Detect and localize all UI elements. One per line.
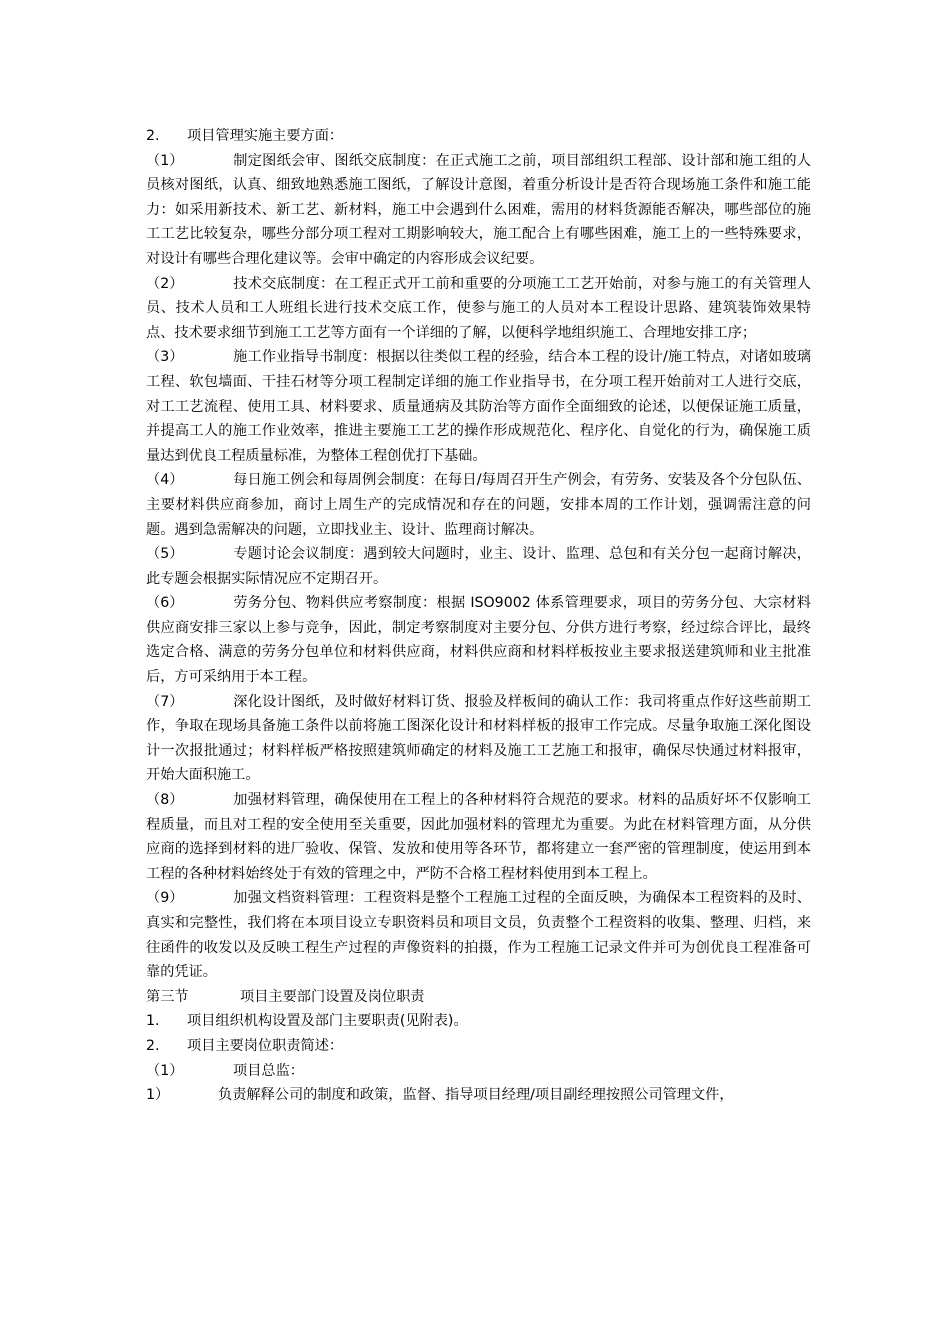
item-number: （3） <box>146 349 184 366</box>
heading-number: 2. <box>146 128 160 144</box>
item-text: 每日施工例会和每周例会制度：在每日/每周召开生产例会，有劳务、安装及各个分包队伍、主要材料供应商参加，商讨上周生产的完成情况和存在的问题，安排本周的工作计划，强调需注意的问题。遇到急需解决的问题，立即找业主、设计、监理商讨解决。 <box>146 472 811 538</box>
item-number: （4） <box>146 472 184 489</box>
item-text: 项目总监： <box>233 1062 304 1079</box>
paragraph-item-1 <box>146 149 811 272</box>
paragraph-item-2 <box>146 272 811 346</box>
paragraph-item-6 <box>146 591 811 689</box>
item-text: 制定图纸会审、图纸交底制度：在正式施工之前，项目部组织工程部、设计部和施工组的人员核对图纸，认真、细致地熟悉施工图纸，了解设计意图，着重分析设计是否符合现场施工条件和施工能力：如采用新技术、新工艺、新材料，施工中会遇到什么困难，需用的材料货源能否解决，哪些部位的施工工艺比较复杂，哪些分部分项工程对工期影响较大，施工配合上有哪些困难，施工上的一些特殊要求，对设计有哪些合理化建议等。会审中确定的内容形成会议纪要。 <box>146 152 811 267</box>
item-text: 加强文档资料管理：工程资料是整个工程施工过程的全面反映，为确保本工程资料的及时、真实和完整性，我们将在本项目设立专职资料员和项目文员，负责整个工程资料的收集、整理、归档，来往函件的收发以及反映工程生产过程的声像资料的拍摄，作为工程施工记录文件并可为创优良工程准备可靠的凭证。 <box>146 890 811 981</box>
item-number: （7） <box>146 693 184 710</box>
item-text: 负责解释公司的制度和政策，监督、指导项目经理/项目副经理按照公司管理文件， <box>218 1087 734 1104</box>
section-item-2 <box>146 1034 811 1059</box>
item-number: 1） <box>146 1087 170 1104</box>
paragraph-item-3 <box>146 345 811 468</box>
paragraph-item-4 <box>146 468 811 542</box>
item-text: 专题讨论会议制度：遇到较大问题时，业主、设计、监理、总包和有关分包一起商讨解决，此专题会根据实际情况应不定期召开。 <box>146 546 811 587</box>
item-text: 项目组织机构设置及部门主要职责(见附表)。 <box>187 1013 468 1030</box>
item-number: 1. <box>146 1013 160 1030</box>
paragraph-item-7 <box>146 690 811 788</box>
heading-item-2 <box>146 124 811 149</box>
item-number: （2） <box>146 275 184 292</box>
sub-sub-item-1 <box>146 1083 811 1108</box>
paragraph-item-5 <box>146 542 811 591</box>
item-text: 项目主要岗位职责简述： <box>187 1037 344 1054</box>
item-number: （8） <box>146 792 184 809</box>
paragraph-item-9 <box>146 886 811 984</box>
section-heading <box>146 985 811 1010</box>
document-page <box>146 124 811 1108</box>
section-title: 项目主要部门设置及岗位职责 <box>240 988 425 1005</box>
heading-text: 项目管理实施主要方面： <box>187 128 344 144</box>
item-number: （5） <box>146 546 184 563</box>
paragraph-item-8 <box>146 788 811 886</box>
item-text: 技术交底制度：在工程正式开工前和重要的分项施工工艺开始前，对参与施工的有关管理人员、技术人员和工人班组长进行技术交底工作，使参与施工的人员对本工程设计思路、建筑装饰效果特点、技术要求细节到施工工艺等方面有一个详细的了解，以便科学地组织施工、合理地安排工序； <box>146 275 811 341</box>
item-text: 劳务分包、物料供应考察制度：根据 ISO9002 体系管理要求，项目的劳务分包、大宗材料供应商安排三家以上参与竞争，因此，制定考察制度对主要分包、分供方进行考察，经过综合评比，最终选定合格、满意的劳务分包单位和材料供应商，材料供应商和材料样板按业主要求报送建筑师和业主批准后，方可采纳用于本工程。 <box>146 595 811 686</box>
item-text: 深化设计图纸，及时做好材料订货、报验及样板间的确认工作：我司将重点作好这些前期工作，争取在现场具备施工条件以前将施工图深化设计和材料样板的报审工作完成。尽量争取施工深化图设计一次报批通过；材料样板严格按照建筑师确定的材料及施工工艺施工和报审，确保尽快通过材料报审，开始大面积施工。 <box>146 693 811 784</box>
item-number: （6） <box>146 595 184 612</box>
section-number: 第三节 <box>146 988 189 1005</box>
item-number: （9） <box>146 890 184 907</box>
item-number: （1） <box>146 152 184 169</box>
item-number: （1） <box>146 1062 184 1079</box>
item-text: 加强材料管理，确保使用在工程上的各种材料符合规范的要求。材料的品质好坏不仅影响工程质量，而且对工程的安全使用至关重要，因此加强材料的管理尤为重要。为此在材料管理方面，从分供应商的选择到材料的进厂验收、保管、发放和使用等各环节，都将建立一套严密的管理制度，使运用到本工程的各种材料始终处于有效的管理之中，严防不合格工程材料使用到本工程上。 <box>146 792 811 882</box>
item-text: 施工作业指导书制度：根据以往类似工程的经验，结合本工程的设计/施工特点，对诸如玻璃工程、软包墙面、干挂石材等分项工程制定详细的施工作业指导书，在分项工程开始前对工人进行交底，对工工艺流程、使用工具、材料要求、质量通病及其防治等方面作全面细致的论述，以便保证施工质量，并提高工人的施工作业效率，推进主要施工工艺的操作形成规范化、程序化、自觉化的行为，确保施工质量达到优良工程质量标准，为整体工程创优打下基础。 <box>146 349 811 464</box>
section-item-1 <box>146 1009 811 1034</box>
sub-item-1 <box>146 1059 811 1084</box>
item-number: 2. <box>146 1037 160 1054</box>
